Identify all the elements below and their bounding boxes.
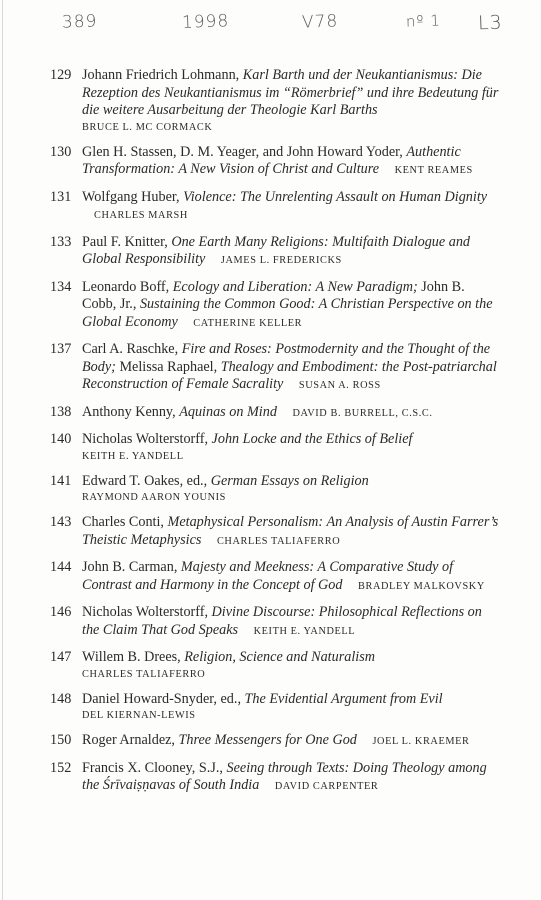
review-entry [0, 404, 541, 423]
book-title: Divine Discourse: Philosophical Reflections on the Claim That God Speaks [82, 604, 482, 638]
reviewer: DAVID CARPENTER [274, 781, 379, 792]
reviewer: JAMES L. FREDERICKS [220, 255, 342, 266]
reviewer: BRADLEY MALKOVSKY [358, 580, 485, 592]
review-entry [0, 144, 541, 180]
author: Nicholas Wolterstorff, [82, 431, 208, 447]
book-title: Ecology and Liberation: A New Paradigm; [172, 278, 418, 295]
book-title: Fire and Roses: Postmodernity and the Thought of the Body; [82, 341, 491, 375]
book-title: Majesty and Meekness: A Comparative Study of Contrast and Harmony in the Concept of God [82, 559, 454, 593]
author: Francis X. Clooney, S.J., [82, 759, 223, 776]
page-number: 138 [50, 403, 72, 420]
page-number: 131 [50, 188, 72, 205]
reviewer: KEITH E. YANDELL [253, 625, 356, 637]
book-title: German Essays on Religion [210, 472, 369, 489]
review-entry [0, 559, 541, 595]
review-list [0, 67, 541, 805]
reviewer: RAYMOND AARON YOUNIS [82, 492, 226, 503]
author: Daniel Howard-Snyder, ed., [82, 690, 241, 707]
author: John B. Carman, [82, 559, 178, 575]
reviewer: KEITH E. YANDELL [82, 450, 184, 462]
handwritten-note: nº 1 [405, 11, 442, 31]
page-number: 134 [50, 278, 72, 295]
reviewer: KENT REAMES [394, 165, 473, 176]
book-title: John Locke and the Ethics of Belief [211, 431, 413, 447]
handwritten-note: 1998 [181, 11, 230, 33]
review-entry [0, 732, 541, 751]
reviewer: CHARLES MARSH [94, 210, 188, 221]
page-number: 144 [50, 559, 72, 575]
page-number: 133 [50, 233, 72, 250]
page-number: 150 [50, 732, 72, 748]
reviewer: DEL KIERNAN-LEWIS [82, 710, 196, 721]
review-entry [0, 604, 541, 640]
page-number: 140 [50, 431, 72, 447]
author: Wolfgang Huber, [82, 188, 180, 205]
author: Willem B. Drees, [82, 649, 181, 665]
author: Johann Friedrich Lohmann, [82, 67, 240, 83]
book-title: Aquinas on Mind [179, 403, 277, 420]
page-number: 130 [50, 143, 72, 160]
reviewer: BRUCE L. MC CORMACK [82, 121, 213, 133]
page-number: 146 [50, 604, 72, 620]
reviewer: JOEL L. KRAEMER [372, 736, 470, 747]
reviewer: CHARLES TALIAFERRO [216, 535, 341, 547]
author: Glen H. Stassen, D. M. Yeager, and John Howard Yoder, [82, 143, 403, 160]
review-entry [0, 341, 541, 395]
author: Nicholas Wolterstorff, [82, 604, 208, 620]
review-entry [0, 234, 541, 270]
review-entry [0, 67, 541, 135]
handwritten-note: 389 [61, 11, 98, 33]
review-entry [0, 473, 541, 506]
author: Leonardo Boff, [82, 278, 170, 295]
book-title: One Earth Many Religions: Multifaith Dialogue and Global Responsibility [82, 233, 471, 267]
page-number: 137 [50, 341, 72, 357]
author: Carl A. Raschke, [82, 341, 179, 357]
review-entry [0, 514, 541, 550]
author: Paul F. Knitter, [82, 233, 168, 250]
author: Anthony Kenny, [82, 403, 176, 420]
review-entry [0, 189, 541, 225]
review-entry [0, 279, 541, 333]
page-number: 147 [50, 649, 72, 665]
page-number: 148 [50, 690, 72, 707]
author: Edward T. Oakes, ed., [82, 472, 208, 489]
page-number: 152 [50, 759, 72, 776]
book-title: Metaphysical Personalism: An Analysis of Austin Farrer’s Theistic Metaphysics [82, 514, 499, 548]
handwritten-note: L3 [477, 11, 504, 35]
book-title: Karl Barth und der Neukantianismus: Die Rezeption des Neukantianismus im “Römerbrief” und ihre Bedeutung für die weitere Ausarbeitung der Theologie Karl Barths [82, 67, 499, 118]
page-number: 143 [50, 514, 72, 530]
reviewer: CHARLES TALIAFERRO [82, 668, 206, 680]
book-title: Sustaining the Common Good: A Christian Perspective on the Global Economy [82, 296, 493, 330]
book-title: The Evidential Argument from Evil [244, 690, 443, 707]
book-title: Authentic Transformation: A New Vision of Christ and Culture [82, 143, 461, 177]
reviewer: DAVID B. BURRELL, C.S.C. [292, 407, 433, 419]
review-entry [0, 760, 541, 796]
reviewer: CATHERINE KELLER [193, 317, 303, 329]
book-title: Religion, Science and Naturalism [184, 649, 375, 665]
author: Charles Conti, [82, 514, 164, 530]
book-title: Thealogy and Embodiment: the Post-patriarchal Reconstruction of Female Sacrality [82, 358, 497, 392]
author: John B. Cobb, Jr., [82, 278, 465, 312]
handwritten-note: V78 [301, 11, 339, 33]
page-number: 129 [50, 67, 72, 83]
author: Roger Arnaldez, [82, 732, 175, 748]
page-number: 141 [50, 472, 72, 489]
review-entry [0, 691, 541, 724]
book-title: Seeing through Texts: Doing Theology among the Śrīvaiṣṇavas of South India [82, 759, 487, 793]
book-title: Violence: The Unrelenting Assault on Human Dignity [183, 188, 488, 205]
review-entry [0, 431, 541, 464]
book-title: Three Messengers for One God [178, 732, 357, 748]
reviewer: SUSAN A. ROSS [298, 380, 381, 391]
handwritten-annotations [0, 12, 541, 42]
review-entry [0, 649, 541, 682]
author: Melissa Raphael, [119, 358, 218, 375]
